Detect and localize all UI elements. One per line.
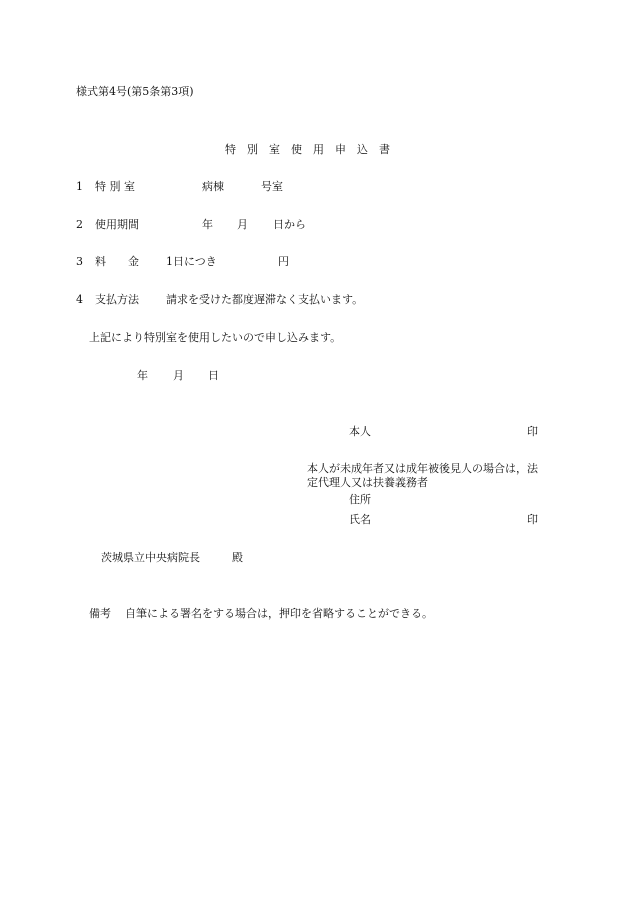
year-field-label: 年 [137,369,148,382]
name-label: 氏名 [349,513,371,526]
item-label: 使用期間 [95,218,139,231]
form-number: 様式第4号(第5条第3項) [76,85,194,98]
month-field-label: 月 [173,369,184,382]
per-day-label: 1日につき [166,255,217,268]
item-label: 料 金 [95,255,139,268]
page-title: 特 別 室 使 用 申 込 書 [225,143,390,156]
remarks-text: 自筆による署名をする場合は，押印を省略することができる。 [125,607,433,620]
item-label: 特 別 室 [95,180,135,193]
item-number: 2 [76,218,83,231]
seal-mark: 印 [527,513,538,526]
guardian-note-line2: 定代理人又は扶養義務者 [307,476,428,489]
seal-mark: 印 [527,425,538,438]
ward-field-label: 病棟 [202,180,224,193]
guardian-note-line1: 本人が未成年者又は成年被後見人の場合は，法 [307,462,538,475]
address-label: 住所 [349,493,371,506]
year-field-label: 年 [202,218,213,231]
yen-label: 円 [278,255,289,268]
day-field-label: 日から [273,218,306,231]
hospital-director: 茨城県立中央病院長 [101,551,200,564]
item-number: 3 [76,255,83,268]
applicant-label: 本人 [349,425,371,438]
room-number-field-label: 号室 [261,180,283,193]
application-statement: 上記により特別室を使用したいので申し込みます。 [89,331,342,344]
month-field-label: 月 [237,218,248,231]
item-label: 支払方法 [95,293,139,306]
payment-terms: 請求を受けた都度遅滞なく支払います。 [166,293,364,306]
day-field-label: 日 [208,369,219,382]
item-number: 1 [76,180,83,193]
item-number: 4 [76,293,83,306]
remarks-label: 備考 [89,607,111,620]
honorific: 殿 [232,551,243,564]
